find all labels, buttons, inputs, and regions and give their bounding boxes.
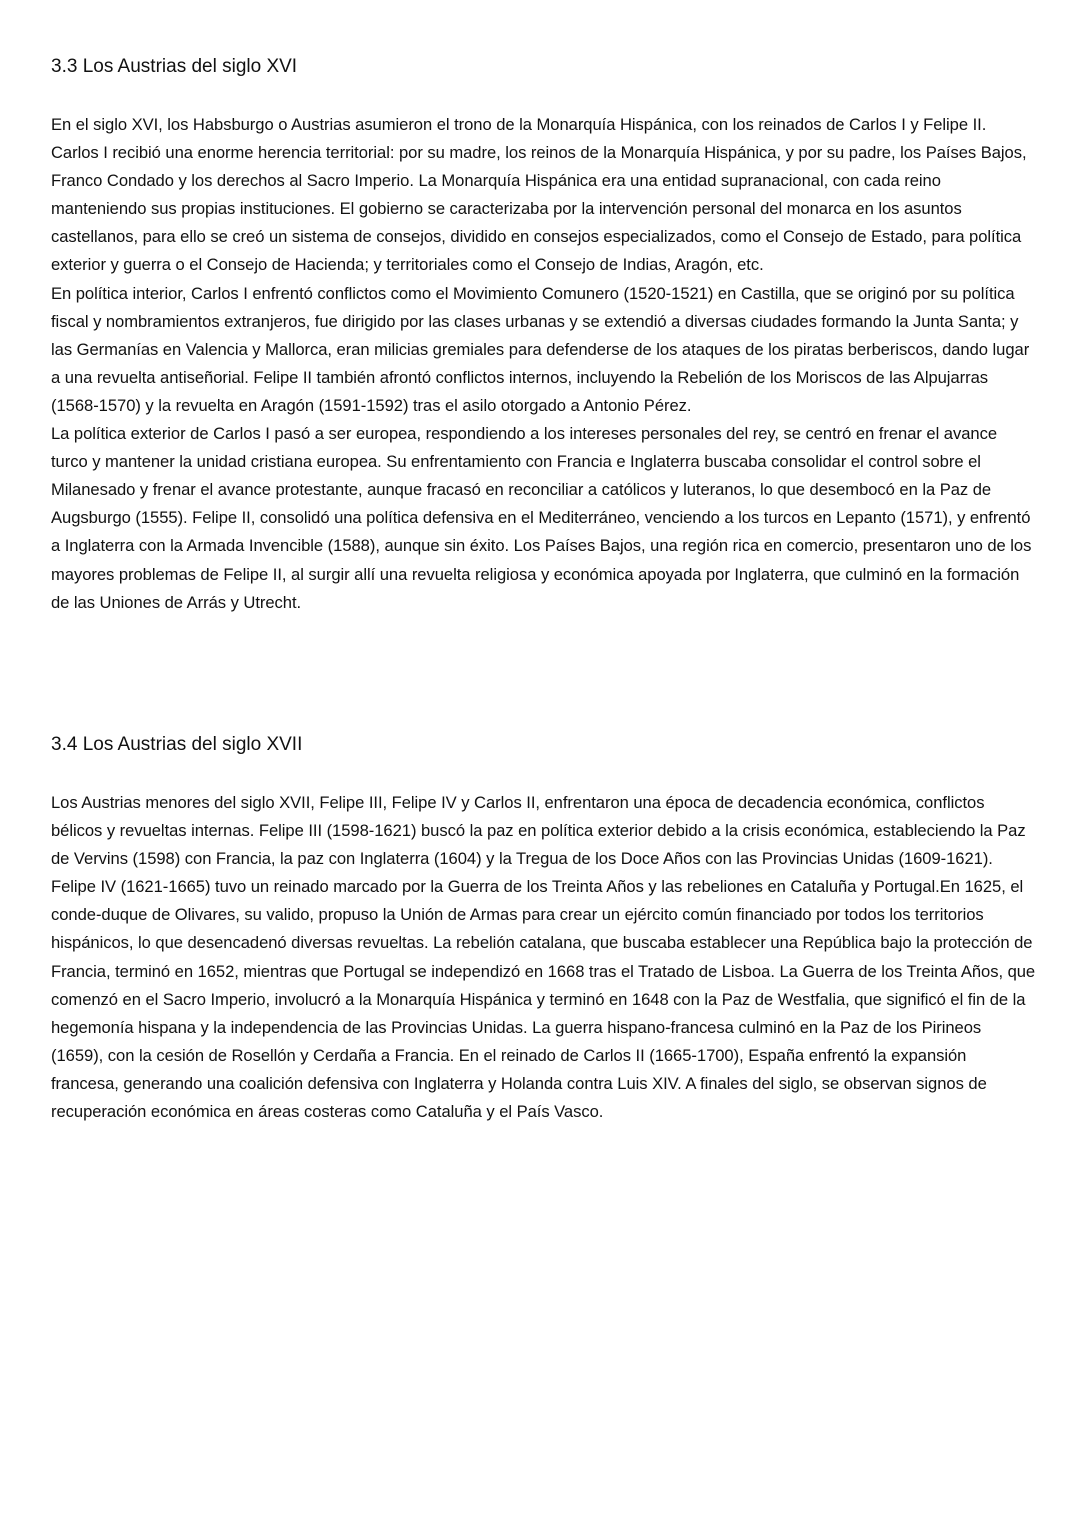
paragraph-politica-exterior: La política exterior de Carlos I pasó a ser europea, respondiendo a los intereses personales del rey, se centró en frenar el avance turco y mantener la unidad cristiana europea. Su enfrentamiento con Francia e Inglaterra buscaba consolidar el control sobre el Milanesado y frenar el avance protestante, aunque fracasó en reconciliar a católicos y luteranos, lo que desembocó en la Paz de Augsburgo (1555). Felipe II, consolidó una política defensiva en el Mediterráneo, venciendo a los turcos en Lepanto (1571), y enfrentó a Inglaterra con la Armada Invencible (1588), aunque sin éxito. Los Países Bajos, una región rica en comercio, presentaron uno de los mayores problemas de Felipe II, al surgir allí una revuelta religiosa y económica apoyada por Inglaterra, que culminó en la formación de las Uniones de Arrás y Utrecht.: [51, 424, 1032, 612]
section-body-siglo-xvi: [51, 111, 1036, 617]
section-body-siglo-xvii: [51, 789, 1036, 1126]
paragraph-politica-interior: En política interior, Carlos I enfrentó conflictos como el Movimiento Comunero (1520-1521) en Castilla, que se originó por su política fiscal y nombramientos extranjeros, fue dirigido por las clases urbanas y se extendió a diversas ciudades formando la Junta Santa; y las Germanías en Valencia y Mallorca, eran milicias gremiales para defenderse de los ataques de los piratas berberiscos, dando lugar a una revuelta antiseñorial. Felipe II también afrontó conflictos internos, incluyendo la Rebelión de los Moriscos de las Alpujarras (1568-1570) y la revuelta en Aragón (1591-1592) tras el asilo otorgado a Antonio Pérez.: [51, 283, 1030, 415]
paragraph-austrias-menores: Los Austrias menores del siglo XVII, Felipe III, Felipe IV y Carlos II, enfrentaron una época de decadencia económica, conflictos bélicos y revueltas internas. Felipe III (1598-1621) buscó la paz en política exterior debido a la crisis económica, estableciendo la Paz de Vervins (1598) con Francia, la paz con Inglaterra (1604) y la Tregua de los Doce Años con las Provincias Unidas (1609-1621). Felipe IV (1621-1665) tuvo un reinado marcado por la Guerra de los Treinta Años y las rebeliones en Cataluña y Portugal.En 1625, el conde-duque de Olivares, su valido, propuso la Unión de Armas para crear un ejército común financiado por todos los territorios hispánicos, lo que desencadenó diversas revueltas. La rebelión catalana, que buscaba establecer una República bajo la protección de Francia, terminó en 1652, mientras que Portugal se independizó en 1668 tras el Tratado de Lisboa. La Guerra de los Treinta Años, que comenzó en el Sacro Imperio, involucró a la Monarquía Hispánica y terminó en 1648 con la Paz de Westfalia, que significó el fin de la hegemonía hispana y la independencia de las Provincias Unidas. La guerra hispano-francesa culminó en la Paz de los Pirineos (1659), con la cesión de Rosellón y Cerdaña a Francia. En el reinado de Carlos II (1665-1700), España enfrentó la expansión francesa, generando una coalición defensiva con Inglaterra y Holanda contra Luis XIV. A finales del siglo, se observan signos de recuperación económica en áreas costeras como Cataluña y el País Vasco.: [51, 793, 1036, 1122]
section-title-siglo-xvi: 3.3 Los Austrias del siglo XVI: [51, 56, 298, 77]
section-title-siglo-xvii: 3.4 Los Austrias del siglo XVII: [51, 734, 303, 755]
paragraph-gobierno-carlos-i: En el siglo XVI, los Habsburgo o Austrias asumieron el trono de la Monarquía Hispánica, con los reinados de Carlos I y Felipe II. Carlos I recibió una enorme herencia territorial: por su madre, los reinos de la Monarquía Hispánica, y por su padre, los Países Bajos, Franco Condado y los derechos al Sacro Imperio. La Monarquía Hispánica era una entidad supranacional, con cada reino manteniendo sus propias instituciones. El gobierno se caracterizaba por la intervención personal del monarca en los asuntos castellanos, para ello se creó un sistema de consejos, dividido en consejos especializados, como el Consejo de Estado, para política exterior y guerra o el Consejo de Hacienda; y territoriales como el Consejo de Indias, Aragón, etc.: [51, 115, 1027, 275]
